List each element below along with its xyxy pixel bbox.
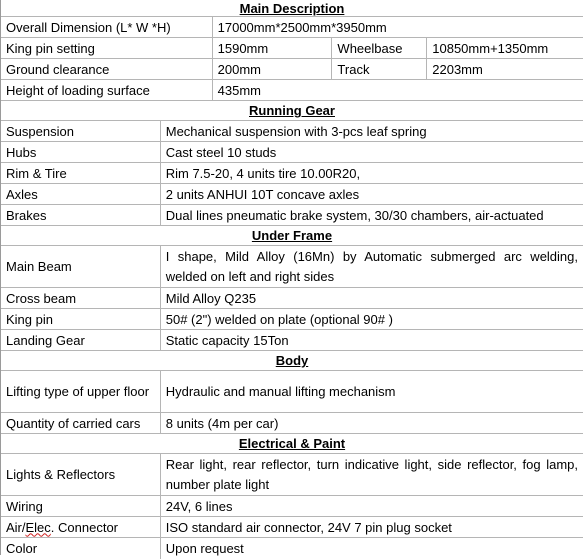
spec-value: 50# (2") welded on plate (optional 90# ) (165, 311, 393, 327)
section-title: Under Frame (251, 228, 333, 243)
spec-label-part: Air/ (6, 519, 26, 535)
spec-label: Height of loading surface (1, 80, 213, 100)
section-header-running-gear (1, 101, 583, 121)
spec-label: King pin (1, 309, 161, 329)
table-row (1, 121, 583, 142)
table-row (1, 205, 583, 226)
table-row (1, 496, 583, 517)
spec-value: 2203mm (432, 61, 483, 77)
spec-label: Axles (1, 184, 161, 204)
table-row (1, 454, 583, 496)
table-row (1, 59, 583, 80)
table-row (1, 38, 583, 59)
spec-value: 1590mm (213, 38, 333, 58)
spec-value: Hydraulic and manual lifting mechanism (165, 384, 396, 399)
table-row (1, 246, 583, 288)
spec-label: Track (332, 59, 427, 79)
table-row (1, 17, 583, 38)
spec-value: Dual lines pneumatic brake system, 30/30 chambers, air-actuated (165, 207, 544, 223)
spec-value: I shape, Mild Alloy (16Mn) by Automatic submerged arc welding, welded on left and right sides (165, 248, 578, 284)
table-row (1, 517, 583, 538)
spec-value: Static capacity 15Ton (165, 332, 289, 348)
table-row (1, 163, 583, 184)
spec-label: Lights & Reflectors (1, 454, 161, 495)
spec-label-part: . Connector (50, 519, 118, 535)
spec-label: Landing Gear (1, 330, 161, 350)
section-header-body (1, 351, 583, 371)
spec-value: 2 units ANHUI 10T concave axles (165, 186, 360, 202)
spec-value: 200mm (213, 59, 333, 79)
spec-label: Lifting type of upper floor (1, 371, 161, 412)
section-header-electrical-paint (1, 434, 583, 454)
spec-label: Wheelbase (332, 38, 427, 58)
table-row (1, 142, 583, 163)
spec-value: Mild Alloy Q235 (165, 290, 257, 306)
spec-label: Color (1, 538, 161, 559)
spec-value: Mechanical suspension with 3-pcs leaf spring (165, 123, 427, 139)
table-row (1, 309, 583, 330)
spec-value: 435mm (217, 82, 261, 98)
table-row (1, 330, 583, 351)
spec-label: Cross beam (1, 288, 161, 308)
spec-value: Rear light, rear reflector, turn indicative light, side reflector, fog lamp, number plate light (165, 456, 578, 492)
spec-label: Overall Dimension (L* W *H) (1, 17, 213, 37)
spec-value: ISO standard air connector, 24V 7 pin plug socket (165, 519, 452, 535)
spec-label: Wiring (1, 496, 161, 516)
spec-label: Main Beam (1, 246, 161, 287)
spec-value: 17000mm*2500mm*3950mm (217, 19, 387, 35)
spec-label: Brakes (1, 205, 161, 225)
section-header-main-description (1, 0, 583, 17)
table-row (1, 80, 583, 101)
section-title: Main Description (239, 0, 345, 16)
spec-value: 10850mm+1350mm (432, 40, 549, 56)
table-row (1, 371, 583, 413)
spec-label (1, 517, 161, 537)
table-row (1, 184, 583, 205)
table-row (1, 538, 583, 559)
spec-value: Cast steel 10 studs (165, 144, 277, 160)
spec-label: Ground clearance (1, 59, 213, 79)
spell-check-word: Elec (25, 519, 51, 535)
section-header-under-frame (1, 226, 583, 246)
spec-label: Rim & Tire (1, 163, 161, 183)
spec-label: Suspension (1, 121, 161, 141)
spec-label: Hubs (1, 142, 161, 162)
spec-value: 8 units (4m per car) (165, 415, 279, 431)
section-title: Electrical & Paint (238, 436, 346, 451)
section-title: Running Gear (249, 103, 335, 118)
spec-label: King pin setting (1, 38, 213, 58)
section-title: Body (275, 353, 309, 368)
table-row (1, 413, 583, 434)
table-row (1, 288, 583, 309)
spec-value: Rim 7.5-20, 4 units tire 10.00R20, (165, 165, 361, 181)
spec-value: 24V, 6 lines (165, 498, 233, 514)
spec-value: Upon request (165, 541, 244, 556)
spec-label: Quantity of carried cars (1, 413, 161, 433)
